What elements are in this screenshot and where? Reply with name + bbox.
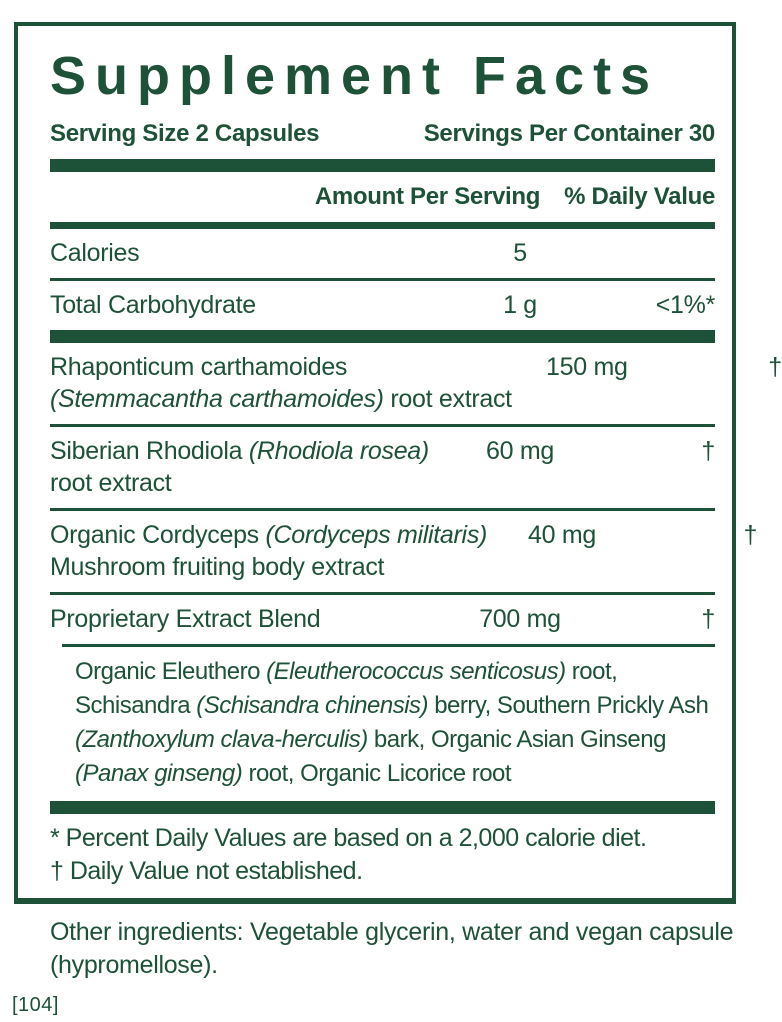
table-row bbox=[50, 595, 715, 644]
amount-value: 150 mg bbox=[546, 352, 628, 381]
amount-value: 40 mg bbox=[528, 520, 597, 549]
table-row bbox=[50, 427, 715, 508]
daily-value: † bbox=[701, 604, 715, 633]
botanical-name: (Schisandra chinensis) bbox=[196, 691, 429, 719]
ingredient-text: Calories bbox=[50, 238, 140, 267]
ingredient-name bbox=[50, 519, 487, 583]
divider-thick-bottom bbox=[50, 801, 715, 814]
text-line bbox=[50, 551, 487, 583]
text-line bbox=[75, 689, 715, 723]
supplement-facts-panel bbox=[14, 22, 782, 904]
ingredient-text: bark, Organic Asian Ginseng bbox=[367, 725, 666, 753]
botanical-name: (Eleutherococcus senticosus) bbox=[266, 657, 566, 685]
botanical-name: (Cordyceps militaris) bbox=[265, 520, 488, 549]
servings-per-container: Servings Per Container 30 bbox=[423, 119, 715, 147]
table-row bbox=[50, 281, 715, 330]
other-ingredients-line: Other ingredients: Vegetable glycerin, water and vegan capsule bbox=[50, 917, 734, 946]
ingredient-text: root, bbox=[565, 657, 618, 685]
table-row bbox=[50, 229, 715, 278]
ingredient-text: Organic Eleuthero bbox=[75, 657, 267, 685]
reference-number: [104] bbox=[12, 993, 59, 1016]
ingredient-name bbox=[50, 351, 512, 415]
serving-size: Serving Size 2 Capsules bbox=[50, 119, 320, 147]
text-line bbox=[50, 237, 445, 269]
daily-value: † bbox=[743, 520, 758, 549]
amount-value: 1 g bbox=[503, 290, 537, 319]
ingredient-text: berry, Southern Prickly Ash bbox=[428, 691, 709, 719]
ingredient-text: Proprietary Extract Blend bbox=[50, 604, 321, 633]
ingredient-table bbox=[50, 229, 782, 647]
footnote-line: * Percent Daily Values are based on a 2,000 calorie diet. bbox=[50, 823, 647, 852]
ingredient-text: root extract bbox=[50, 468, 172, 497]
amount-per-serving-header: Amount Per Serving bbox=[314, 182, 541, 210]
divider-thick-top bbox=[50, 159, 715, 172]
daily-value-header: % Daily Value bbox=[564, 182, 715, 210]
ingredient-name bbox=[50, 435, 445, 499]
ingredient-text: Organic Cordyceps bbox=[50, 520, 266, 549]
text-line bbox=[50, 351, 512, 383]
table-row bbox=[50, 343, 782, 424]
ingredient-text: Mushroom fruiting body extract bbox=[50, 552, 385, 581]
blend-description bbox=[75, 647, 715, 801]
table-row bbox=[50, 511, 758, 592]
ingredient-text: root extract bbox=[383, 384, 512, 413]
botanical-name: (Stemmacantha carthamoides) bbox=[50, 384, 384, 413]
text-line bbox=[50, 603, 445, 635]
other-ingredients-line: (hypromellose). bbox=[50, 950, 218, 979]
text-line bbox=[75, 757, 715, 791]
ingredient-name bbox=[50, 237, 445, 269]
serving-info-row bbox=[50, 119, 715, 149]
text-line bbox=[50, 435, 445, 467]
ingredient-text: Schisandra bbox=[75, 691, 197, 719]
divider-medium bbox=[50, 222, 715, 229]
botanical-name: (Zanthoxylum clava-herculis) bbox=[75, 725, 368, 753]
other-ingredients bbox=[50, 916, 761, 982]
text-line bbox=[50, 519, 487, 551]
ingredient-text: Total Carbohydrate bbox=[50, 290, 256, 319]
daily-value: <1%* bbox=[655, 290, 715, 319]
footnotes bbox=[50, 814, 715, 898]
ingredient-name bbox=[50, 289, 445, 321]
text-line bbox=[50, 289, 445, 321]
amount-value: 60 mg bbox=[486, 436, 554, 465]
daily-value: † bbox=[701, 436, 715, 465]
text-line bbox=[75, 655, 715, 689]
panel-title: Supplement Facts bbox=[50, 46, 660, 106]
ingredient-text: root, Organic Licorice root bbox=[242, 759, 512, 787]
text-line bbox=[75, 723, 715, 757]
botanical-name: (Rhodiola rosea) bbox=[248, 436, 429, 465]
ingredient-text: Rhaponticum carthamoides bbox=[50, 352, 348, 381]
column-headers bbox=[50, 172, 715, 222]
text-line bbox=[50, 467, 445, 499]
footnote-line: † Daily Value not established. bbox=[50, 856, 363, 885]
ingredient-name bbox=[50, 603, 445, 635]
supplement-label bbox=[0, 22, 782, 1022]
amount-value: 5 bbox=[513, 238, 527, 267]
ingredient-text: Siberian Rhodiola bbox=[50, 436, 249, 465]
daily-value: † bbox=[768, 352, 782, 381]
divider-thick bbox=[50, 330, 715, 343]
amount-value: 700 mg bbox=[479, 604, 561, 633]
botanical-name: (Panax ginseng) bbox=[75, 759, 243, 787]
text-line bbox=[50, 383, 512, 415]
